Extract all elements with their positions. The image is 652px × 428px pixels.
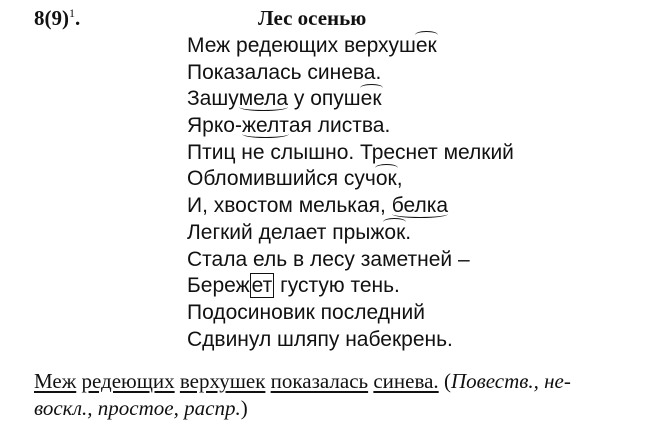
- poem-line: [187, 193, 514, 220]
- poem-line: [187, 113, 514, 140]
- footnote-mark: 1: [69, 6, 75, 20]
- poem-text: Зашу: [187, 87, 239, 111]
- poem-line: [187, 60, 514, 87]
- sentence-analysis: Меж редеющих верхушек показалась синева. (Повеств., не- воскл., простое, распр.): [34, 369, 571, 420]
- poem-text: Ярко-: [187, 114, 242, 138]
- poem-text: густую тень.: [274, 274, 400, 298]
- analysis-word: Меж: [34, 369, 77, 393]
- poem-text: Показалась синева.: [187, 60, 382, 84]
- poem-text: .: [405, 220, 412, 244]
- poem-text: Обломившийся суч: [187, 167, 376, 191]
- poem-title: Лес осенью: [258, 6, 367, 30]
- poem-text: у опуш: [288, 87, 361, 111]
- poem-line: [187, 273, 514, 300]
- poem-text: Сдвинул шляпу набекрень.: [187, 327, 453, 351]
- poem-line: [187, 140, 514, 167]
- poem-text: ,: [396, 167, 403, 191]
- exercise-number: $8(9)^1$.: [34, 6, 81, 30]
- poem-line: [187, 86, 514, 113]
- poem-text: Стала ель в лесу заметней –: [187, 247, 470, 271]
- poem-line: [187, 327, 514, 354]
- poem-text: И, хвостом мелькая,: [187, 194, 392, 218]
- poem-text: Птиц не слышно. Треснет мелкий: [187, 140, 514, 164]
- ending-mark: ек: [416, 33, 437, 60]
- ending-mark: ок: [384, 220, 405, 247]
- analysis-word: верхушек: [179, 369, 266, 393]
- ending-box: ет: [251, 274, 273, 298]
- root-arc: мела: [239, 86, 288, 113]
- poem-text: Меж редеющих верхуш: [187, 34, 416, 57]
- analysis-note: Повеств., не-: [450, 369, 571, 393]
- analysis-word: синева.: [373, 369, 439, 393]
- poem-text: Береж: [187, 274, 250, 298]
- poem-line: [187, 247, 514, 274]
- root-arc: белка: [392, 193, 448, 220]
- poem-line: [187, 33, 514, 60]
- analysis-word: редеющих: [81, 369, 175, 393]
- poem-line: [187, 166, 514, 193]
- ending-mark: ек: [361, 86, 382, 113]
- ending-mark: ок: [376, 166, 397, 193]
- analysis-note-cont: воскл., простое, распр.: [34, 396, 241, 420]
- poem-line: [187, 300, 514, 327]
- analysis-word: показалась: [270, 369, 369, 393]
- poem-text: ая листва.: [288, 114, 391, 138]
- poem-line: [187, 220, 514, 247]
- poem-text: Легкий делает прыж: [187, 220, 385, 244]
- poem-text: Подосиновик последний: [187, 300, 425, 324]
- poem: [187, 33, 514, 353]
- root-arc: желт: [242, 113, 289, 140]
